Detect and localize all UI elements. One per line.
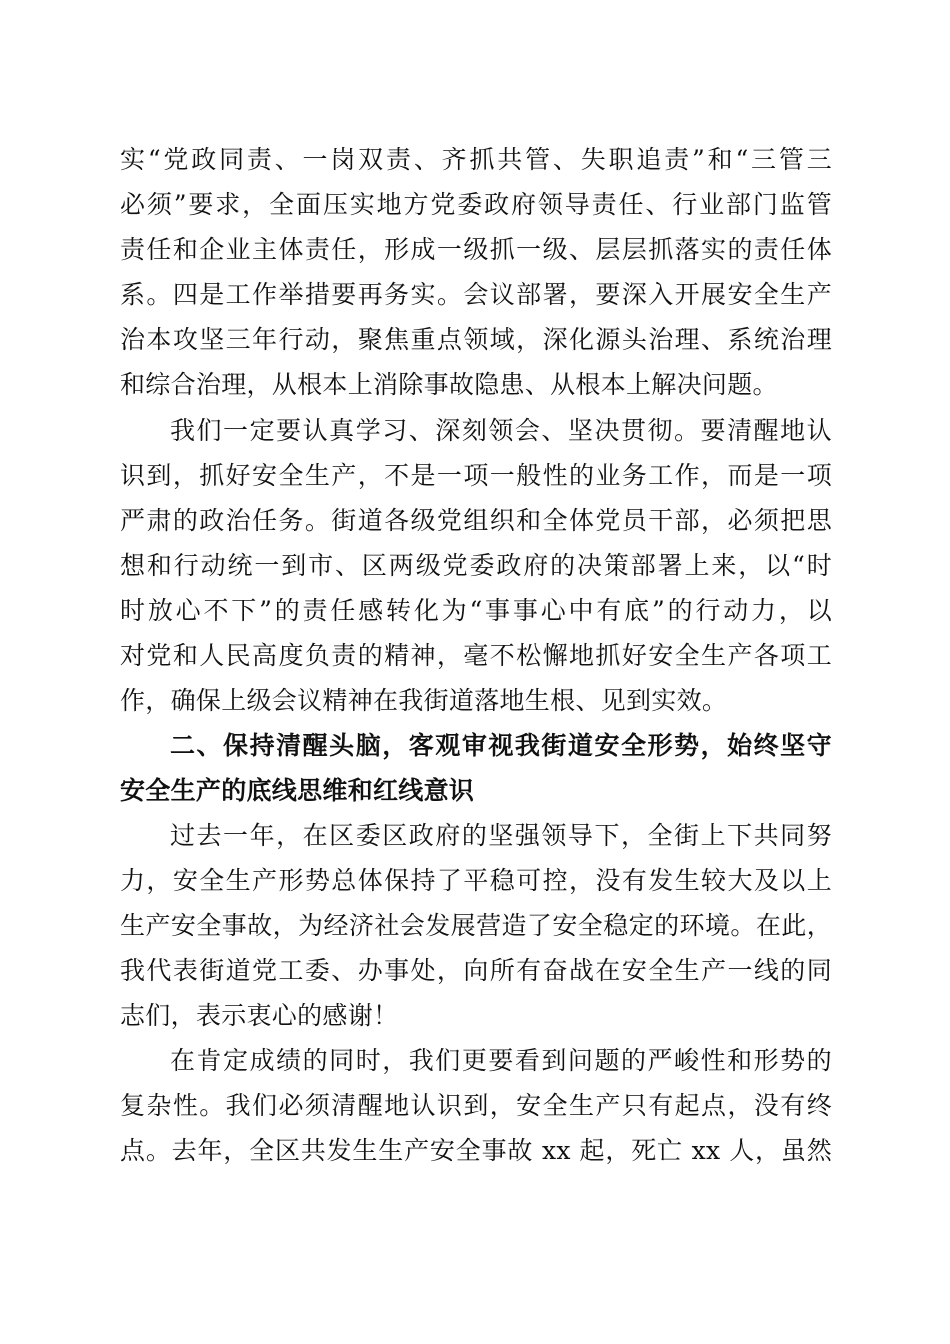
text-line: 治本攻坚三年行动，聚焦重点领域，深化源头治理、系统治理 [120, 325, 832, 354]
text-line: 必须”要求，全面压实地方党委政府领导责任、行业部门监管 [120, 190, 832, 219]
text-line: 想和行动统一到市、区两级党委政府的决策部署上来，以“时 [120, 551, 832, 580]
text-line: 实“党政同责、一岗双责、齐抓共管、失职追责”和“三管三 [120, 145, 832, 174]
text-line: 和综合治理，从根本上消除事故隐患、从根本上解决问题。 [120, 370, 778, 399]
text-line: 我代表街道党工委、办事处，向所有奋战在安全生产一线的同 [120, 956, 832, 985]
section-heading: 安全生产的底线思维和红线意识 [120, 776, 475, 805]
text-line: 生产安全事故，为经济社会发展营造了安全稳定的环境。在此， [120, 911, 832, 940]
text-line: 点。去年，全区共发生生产安全事故 xx 起，死亡 xx 人，虽然 [120, 1136, 832, 1165]
text-line: 严肃的政治任务。街道各级党组织和全体党员干部，必须把思 [120, 506, 832, 535]
text-line: 对党和人民高度负责的精神，毫不松懈地抓好安全生产各项工 [120, 641, 832, 670]
text-line: 志们，表示衷心的感谢！ [120, 1001, 399, 1030]
text-line: 时放心不下”的责任感转化为“事事心中有底”的行动力，以 [120, 596, 832, 625]
text-line: 责任和企业主体责任，形成一级抓一级、层层抓落实的责任体 [120, 235, 832, 264]
text-line: 复杂性。我们必须清醒地认识到，安全生产只有起点，没有终 [120, 1091, 832, 1120]
section-heading: 二、保持清醒头脑，客观审视我街道安全形势，始终坚守 [170, 731, 832, 760]
text-line: 我们一定要认真学习、深刻领会、坚决贯彻。要清醒地认 [170, 416, 832, 445]
text-line: 作，确保上级会议精神在我街道落地生根、见到实效。 [120, 686, 728, 715]
text-line: 系。四是工作举措要再务实。会议部署，要深入开展安全生产 [120, 280, 832, 309]
text-line: 力，安全生产形势总体保持了平稳可控，没有发生较大及以上 [120, 866, 832, 895]
text-line: 识到，抓好安全生产，不是一项一般性的业务工作，而是一项 [120, 461, 832, 490]
text-line: 过去一年，在区委区政府的坚强领导下，全街上下共同努 [170, 821, 832, 850]
text-line: 在肯定成绩的同时，我们更要看到问题的严峻性和形势的 [170, 1046, 832, 1075]
